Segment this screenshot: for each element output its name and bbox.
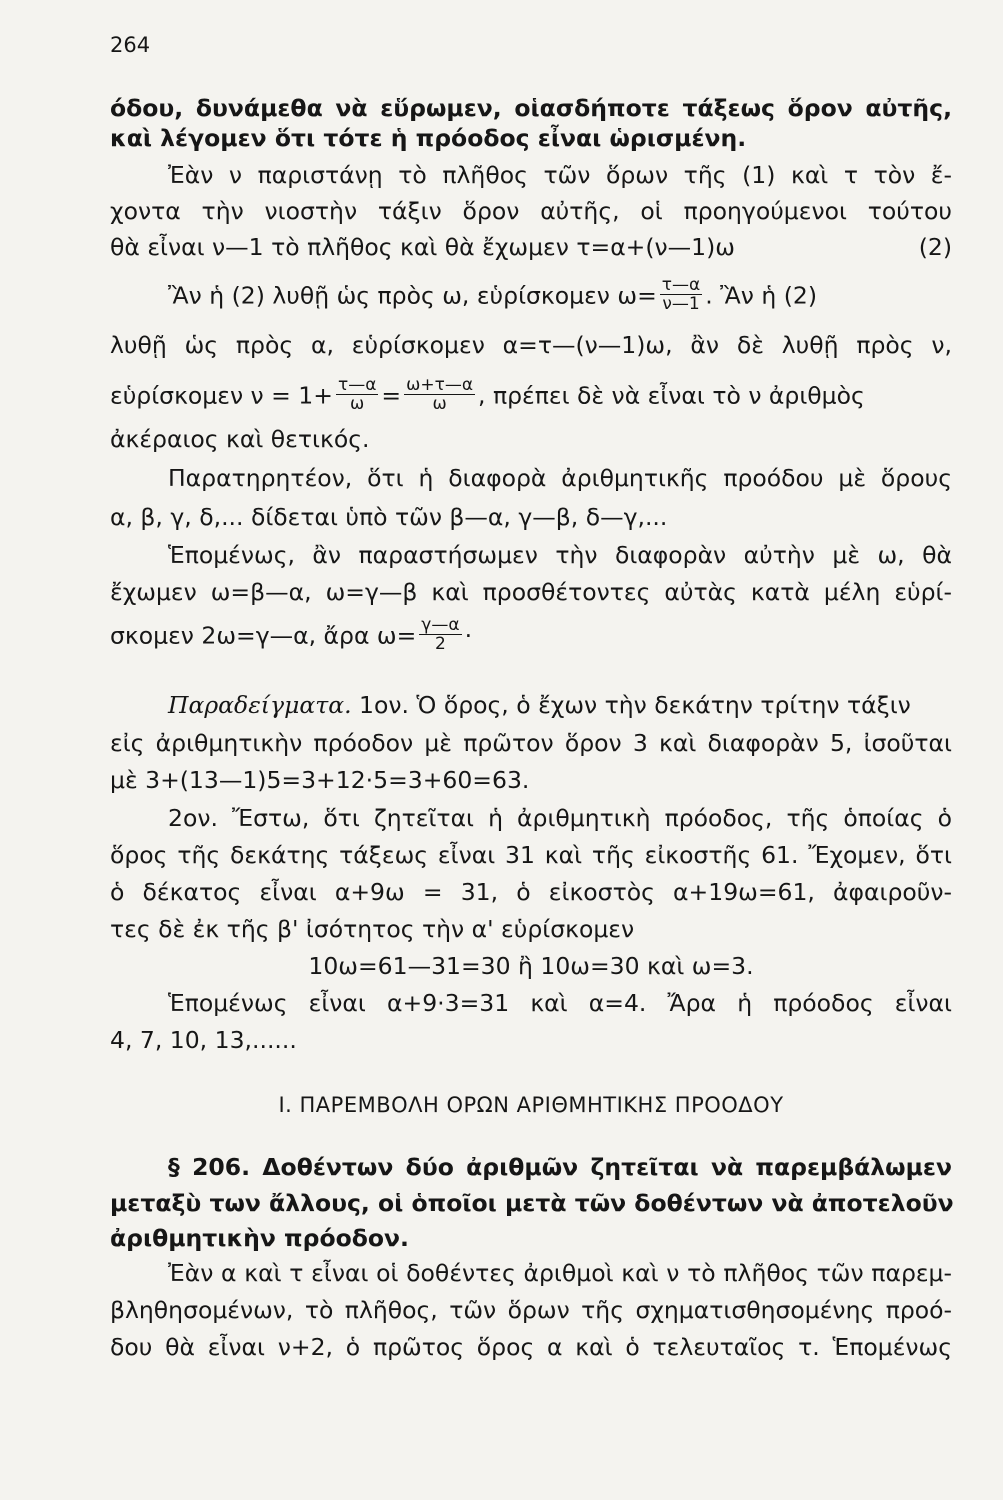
fraction (660, 276, 702, 314)
formula-line (110, 615, 952, 656)
text-line: δου θὰ εἶναι ν+2, ὁ πρῶτος ὅρος α καὶ ὁ τελευταῖος τ. Ἑπομένως (110, 1333, 952, 1361)
fraction-denominator: ω (350, 394, 365, 414)
fraction-numerator: τ—α (337, 375, 377, 395)
text-line: Ἑπομένως εἶναι α+9·3=31 καὶ α=4. Ἄρα ἡ πρόοδος εἶναι (168, 989, 952, 1017)
text-span: σκομεν 2ω=γ—α, ἄρα ω= (110, 621, 417, 650)
equation-number: (2) (918, 233, 952, 261)
equals-sign: = (381, 381, 402, 410)
text-line: Ἑπομένως, ἂν παραστήσωμεν τὴν διαφορὰν αὐτὴν μὲ ω, θὰ (168, 541, 952, 569)
fraction (336, 376, 378, 414)
fraction-numerator: γ—α (421, 615, 460, 635)
text-line: ἔχωμεν ω=β—α, ω=γ—β καὶ προσθέτοντες αὐτὰς κατὰ μέλη εὑρί- (110, 578, 952, 606)
text-line: εἰς ἀριθμητικὴν πρόοδον μὲ πρῶτον ὅρον 3 καὶ διαφορὰν 5, ἰσοῦται (110, 729, 952, 757)
text-span: 1ον. Ὁ ὅρος, ὁ ἔχων τὴν δεκάτην τρίτην τάξιν (351, 691, 911, 719)
text-line: τες δὲ ἐκ τῆς β' ἰσότητος τὴν α' εὑρίσκομεν (110, 915, 635, 943)
text-line: μὲ 3+(13—1)5=3+12·5=3+60=63. (110, 766, 530, 794)
text-line: ὁ δέκατος εἶναι α+9ω = 31, ὁ εἰκοστὸς α+19ω=61, ἀφαιροῦν- (110, 878, 952, 906)
equation-line-2 (110, 232, 952, 262)
fraction-numerator: ω+τ—α (406, 375, 474, 395)
text-line: 4, 7, 10, 13,...... (110, 1026, 297, 1054)
theorem-line: § 206. Δοθέντων δύο ἀριθμῶν ζητεῖται νὰ παρεμβάλωμεν (168, 1153, 952, 1181)
fraction (404, 376, 475, 414)
text-line: χοντα τὴν νιοστὴν τάξιν ὅρον αὐτῆς, οἱ προηγούμενοι τούτου (110, 197, 952, 225)
text-span: . Ἂν ἡ (2) (705, 281, 818, 310)
formula-line (110, 275, 952, 316)
text-line: α, β, γ, δ,... δίδεται ὑπὸ τῶν β—α, γ—β, δ—γ,... (110, 503, 668, 531)
theorem-line: μεταξὺ των ἄλλους, οἱ ὁποῖοι μετὰ τῶν δοθέντων νὰ ἀποτελοῦν (110, 1189, 954, 1217)
formula-line (110, 375, 952, 416)
text-line: ὅρος τῆς δεκάτης τάξεως εἶναι 31 καὶ τῆς εἰκοστῆς 61. Ἔχομεν, ὅτι (110, 841, 952, 869)
text-line: 2ον. Ἔστω, ὅτι ζητεῖται ἡ ἀριθμητικὴ πρόοδος, τῆς ὁποίας ὁ (168, 804, 952, 832)
text-span: Ἂν ἡ (2) λυθῇ ὡς πρὸς ω, εὑρίσκομεν ω= (168, 281, 657, 310)
text-line: ἀκέραιος καὶ θετικός. (110, 425, 370, 453)
text-line: Ἐὰν α καὶ τ εἶναι οἱ δοθέντες ἀριθμοὶ καὶ ν τὸ πλῆθος τῶν παρεμ- (168, 1259, 952, 1287)
examples-label: Παραδείγματα. (168, 691, 352, 719)
text-span: θὰ εἶναι ν—1 τὸ πλῆθος καὶ θὰ ἔχωμεν τ=α+(ν—1)ω (110, 233, 735, 261)
centered-equation: 10ω=61—31=30 ἢ 10ω=30 καὶ ω=3. (308, 952, 754, 980)
theorem-line: ἀριθμητικὴν πρόοδον. (110, 1224, 409, 1252)
text-span: · (464, 621, 473, 650)
fraction-denominator: ν—1 (662, 294, 700, 314)
fraction-numerator: τ—α (661, 275, 701, 295)
section-heading: I. ΠΑΡΕΜΒΟΛΗ ΟΡΩΝ ΑΡΙΘΜΗΤΙΚΗΣ ΠΡΟΟΔΟΥ (278, 1093, 784, 1117)
text-line: Παρατηρητέον, ὅτι ἡ διαφορὰ ἀριθμητικῆς προόδου μὲ ὅρους (168, 464, 952, 492)
example-line (110, 690, 952, 720)
page-number: 264 (110, 33, 151, 57)
text-span: , πρέπει δὲ νὰ εἶναι τὸ ν ἀριθμὸς (478, 381, 865, 410)
text-line: λυθῇ ὡς πρὸς α, εὑρίσκομεν α=τ—(ν—1)ω, ἂν δὲ λυθῇ πρὸς ν, (110, 331, 952, 359)
text-line: όδου, δυνάμεθα νὰ εὕρωμεν, οἱασδήποτε τάξεως ὅρον αὐτῆς, (110, 94, 952, 122)
text-line: βληθησομένων, τὸ πλῆθος, τῶν ὅρων τῆς σχηματισθησομένης προό- (110, 1296, 952, 1324)
text-line: καὶ λέγομεν ὅτι τότε ἡ πρόοδος εἶναι ὡρισμένη. (110, 124, 747, 152)
text-line: Ἐὰν ν παριστάνῃ τὸ πλῆθος τῶν ὅρων τῆς (1) καὶ τ τὸν ἔ- (168, 161, 952, 189)
text-span: εὑρίσκομεν ν = 1+ (110, 381, 333, 410)
fraction-denominator: ω (432, 394, 447, 414)
fraction (419, 616, 461, 654)
fraction-denominator: 2 (435, 634, 446, 654)
